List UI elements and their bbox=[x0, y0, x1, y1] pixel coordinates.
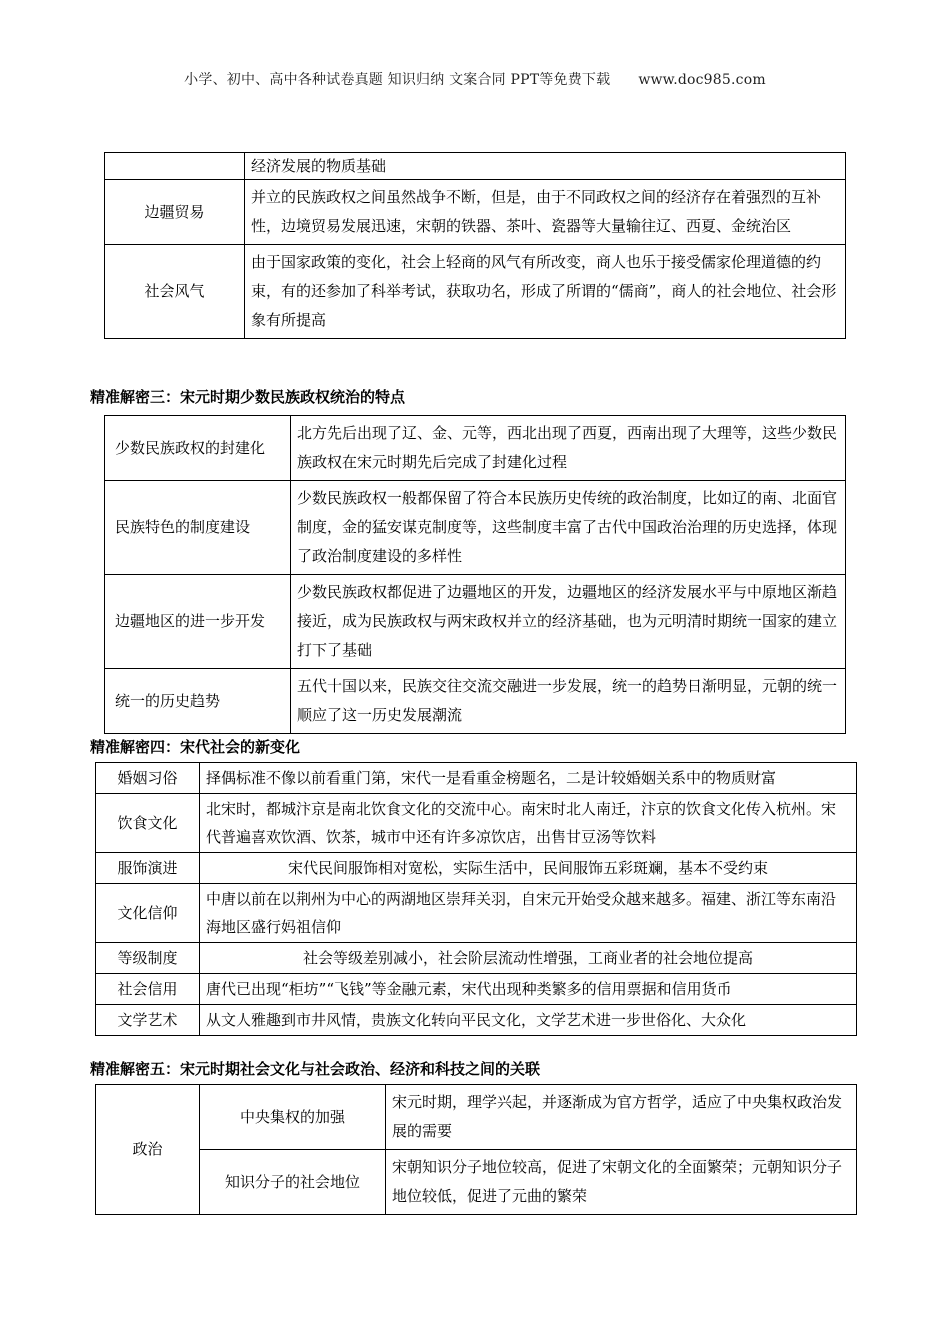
row-label: 边疆贸易 bbox=[105, 180, 245, 245]
section-three-title: 精准解密三：宋元时期少数民族政权统治的特点 bbox=[90, 388, 406, 406]
table-row bbox=[105, 416, 846, 481]
row-label: 服饰演进 bbox=[96, 853, 200, 884]
table-row bbox=[96, 794, 857, 853]
row-content: 经济发展的物质基础 bbox=[245, 153, 846, 180]
row-label: 社会风气 bbox=[105, 245, 245, 339]
row-content: 从文人雅趣到市井风情，贵族文化转向平民文化，文学艺术进一步世俗化、大众化 bbox=[200, 1005, 857, 1036]
row-content: 并立的民族政权之间虽然战争不断，但是，由于不同政权之间的经济存在着强烈的互补性，边境贸易发展迅速，宋朝的铁器、茶叶、瓷器等大量输往辽、西夏、金统治区 bbox=[245, 180, 846, 245]
row-content: 少数民族政权一般都保留了符合本民族历史传统的政治制度，比如辽的南、北面官制度，金的猛安谋克制度等，这些制度丰富了古代中国政治治理的历史选择，体现了政治制度建设的多样性 bbox=[291, 481, 846, 575]
row-label: 民族特色的制度建设 bbox=[105, 481, 291, 575]
row-content: 宋代民间服饰相对宽松，实际生活中，民间服饰五彩斑斓，基本不受约束 bbox=[200, 853, 857, 884]
table-row bbox=[96, 974, 857, 1005]
row-label: 婚姻习俗 bbox=[96, 763, 200, 794]
minority-regimes-table bbox=[104, 415, 846, 734]
row-label: 文学艺术 bbox=[96, 1005, 200, 1036]
section-four-title: 精准解密四：宋代社会的新变化 bbox=[90, 738, 301, 756]
row-label: 边疆地区的进一步开发 bbox=[105, 575, 291, 669]
table-row bbox=[96, 1085, 857, 1150]
row-content: 由于国家政策的变化，社会上轻商的风气有所改变，商人也乐于接受儒家伦理道德的约束，有的还参加了科举考试，获取功名，形成了所谓的“儒商”，商人的社会地位、社会形象有所提高 bbox=[245, 245, 846, 339]
table-row bbox=[105, 575, 846, 669]
culture-politics-table bbox=[95, 1084, 857, 1215]
row-label: 中央集权的加强 bbox=[200, 1085, 386, 1150]
table-row bbox=[96, 943, 857, 974]
table-row bbox=[96, 763, 857, 794]
table-row bbox=[96, 884, 857, 943]
row-content: 中唐以前在以荆州为中心的两湖地区崇拜关羽，自宋元开始受众越来越多。福建、浙江等东南沿海地区盛行妈祖信仰 bbox=[200, 884, 857, 943]
row-content: 北方先后出现了辽、金、元等，西北出现了西夏，西南出现了大理等，这些少数民族政权在宋元时期先后完成了封建化过程 bbox=[291, 416, 846, 481]
row-content: 宋朝知识分子地位较高，促进了宋朝文化的全面繁荣；元朝知识分子地位较低，促进了元曲的繁荣 bbox=[386, 1150, 857, 1215]
header-text: 小学、初中、高中各种试卷真题 知识归纳 文案合同 PPT等免费下载 bbox=[184, 72, 611, 88]
table-row bbox=[105, 153, 846, 180]
header-site[interactable]: www.doc985.com bbox=[638, 72, 766, 88]
table-row bbox=[105, 245, 846, 339]
table-row bbox=[105, 481, 846, 575]
row-label: 统一的历史趋势 bbox=[105, 669, 291, 734]
row-label: 社会信用 bbox=[96, 974, 200, 1005]
row-content: 五代十国以来，民族交往交流交融进一步发展，统一的趋势日渐明显，元朝的统一顺应了这一历史发展潮流 bbox=[291, 669, 846, 734]
row-content: 唐代已出现“柜坊”“飞钱”等金融元素，宋代出现种类繁多的信用票据和信用货币 bbox=[200, 974, 857, 1005]
row-content: 北宋时，都城汴京是南北饮食文化的交流中心。南宋时北人南迁，汴京的饮食文化传入杭州。宋代普遍喜欢饮酒、饮茶，城市中还有许多凉饮店，出售甘豆汤等饮料 bbox=[200, 794, 857, 853]
row-label: 等级制度 bbox=[96, 943, 200, 974]
row-content: 宋元时期，理学兴起，并逐渐成为官方哲学，适应了中央集权政治发展的需要 bbox=[386, 1085, 857, 1150]
section-five-title: 精准解密五：宋元时期社会文化与社会政治、经济和科技之间的关联 bbox=[90, 1060, 541, 1078]
page-header bbox=[0, 69, 950, 89]
table-row bbox=[105, 669, 846, 734]
economy-table bbox=[104, 152, 846, 339]
row-content: 择偶标准不像以前看重门第，宋代一是看重金榜题名，二是计较婚姻关系中的物质财富 bbox=[200, 763, 857, 794]
table-row bbox=[96, 853, 857, 884]
row-label: 少数民族政权的封建化 bbox=[105, 416, 291, 481]
song-society-table bbox=[95, 762, 857, 1036]
row-label: 知识分子的社会地位 bbox=[200, 1150, 386, 1215]
table-row bbox=[96, 1150, 857, 1215]
row-label: 文化信仰 bbox=[96, 884, 200, 943]
row-label bbox=[105, 153, 245, 180]
row-label: 饮食文化 bbox=[96, 794, 200, 853]
table-row bbox=[105, 180, 846, 245]
group-label: 政治 bbox=[96, 1085, 200, 1215]
row-content: 少数民族政权都促进了边疆地区的开发，边疆地区的经济发展水平与中原地区渐趋接近，成为民族政权与两宋政权并立的经济基础，也为元明清时期统一国家的建立打下了基础 bbox=[291, 575, 846, 669]
table-row bbox=[96, 1005, 857, 1036]
row-content: 社会等级差别减小，社会阶层流动性增强，工商业者的社会地位提高 bbox=[200, 943, 857, 974]
